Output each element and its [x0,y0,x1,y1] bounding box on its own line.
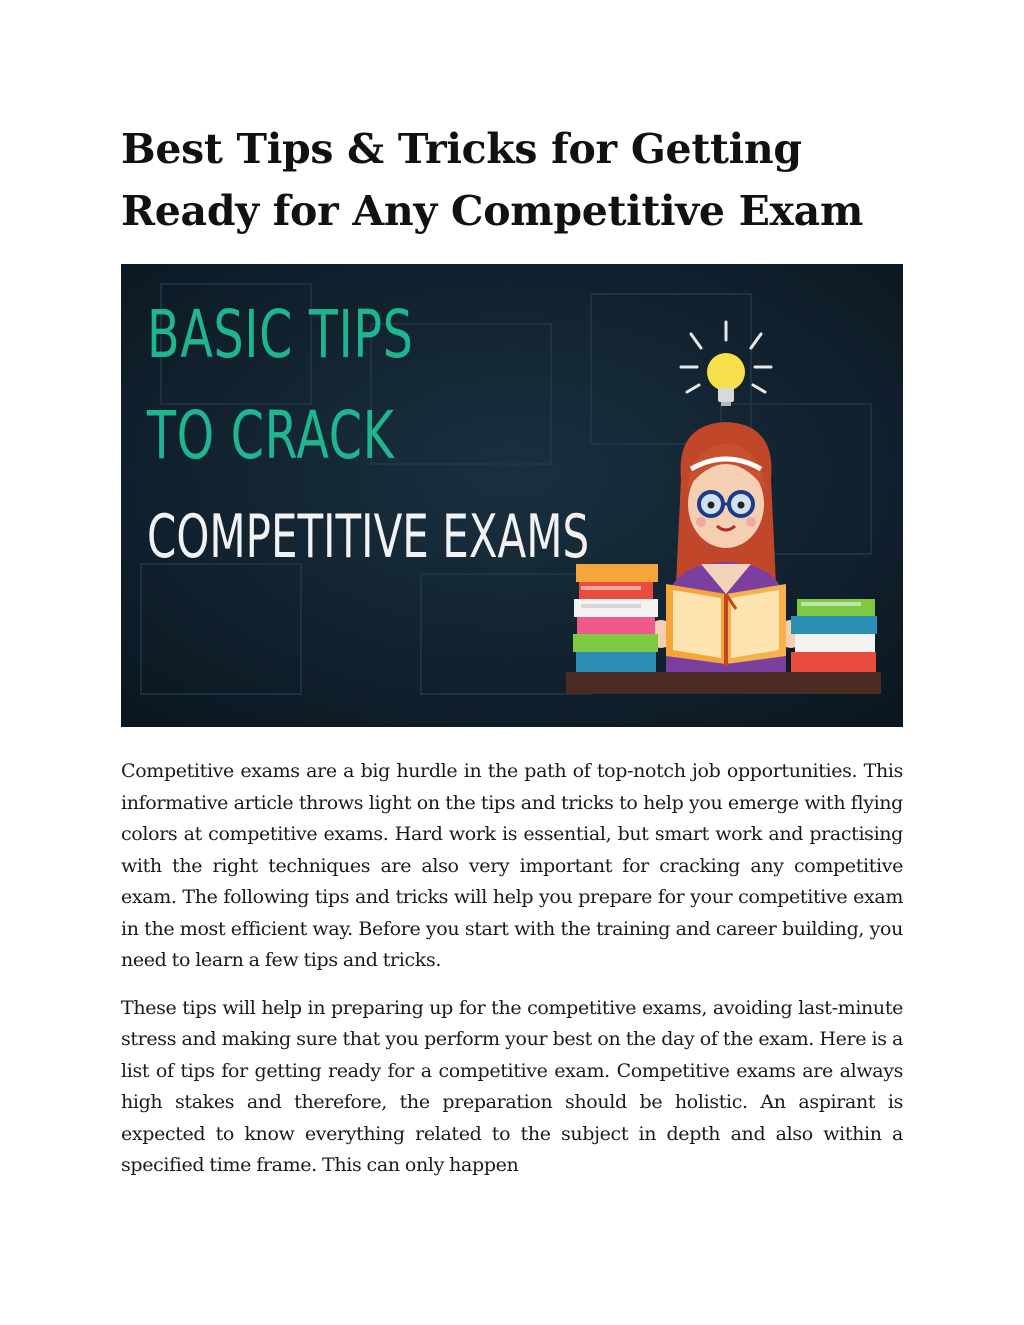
hero-line-basic-tips: BASIC TIPS [147,296,414,373]
article-title: Best Tips & Tricks for Getting Ready for Any Competitive Exam [121,125,864,235]
book-stack-left [573,564,658,672]
book-stack-right [791,599,877,672]
article-body [121,756,903,1182]
article-paragraph-1: Competitive exams are a big hurdle in the path of top-notch job opportunities. This informative article throws light on the tips and tricks to help you emerge with flying colors at competitive exams. Hard work is essential, but smart work and practising with the right techniques are also very important for cracking any competitive exam. The following tips and tricks will help you prepare for your competitive exam in the most efficient way. Before you start with the training and career building, you need to learn a few tips and tricks. [121,760,903,971]
article-page [121,118,903,1198]
article-paragraph-2: These tips will help in preparing up for the competitive exams, avoiding last-minute stress and making sure that you perform your best on the day of the exam. Here is a list of tips for getting ready for a competitive exam. Competitive exams are always high stakes and therefore, the preparation should be holistic. An aspirant is expected to know everything related to the subject in depth and also within a specified time frame. This can only happen [121,996,903,1176]
hero-banner [121,264,903,727]
hero-line-to-crack: TO CRACK [147,397,395,474]
hero-line-competitive-exams: COMPETITIVE EXAMS [147,502,590,572]
